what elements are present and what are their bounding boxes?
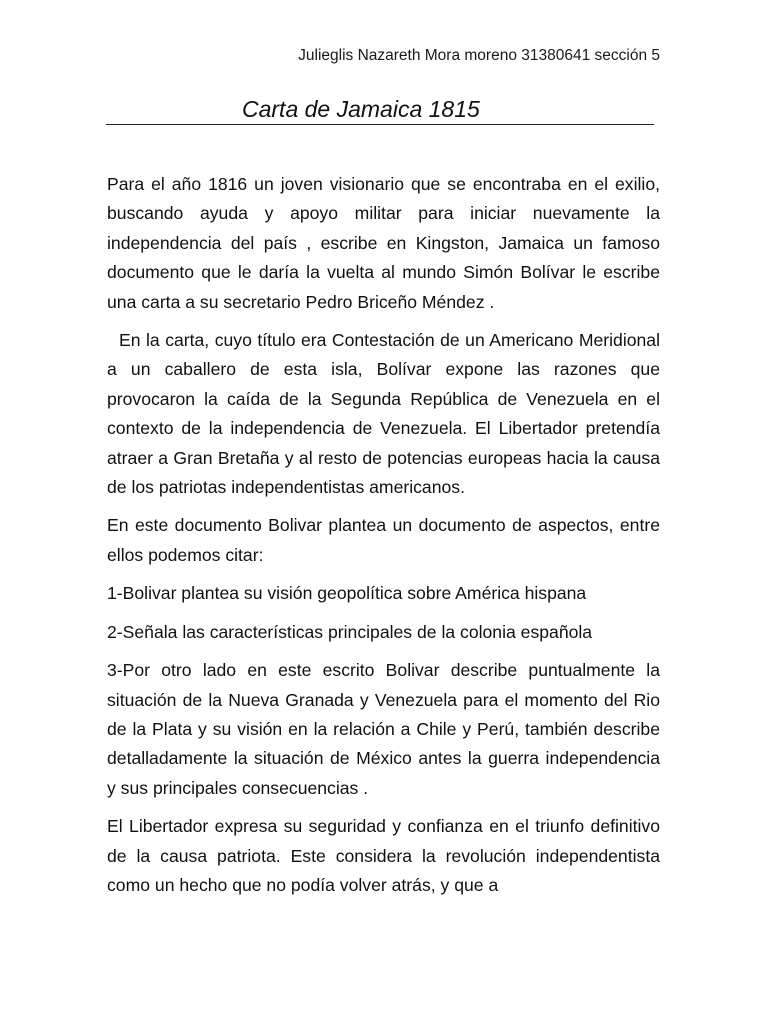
title-underline-rule [106, 94, 654, 125]
paragraph-intro: Para el año 1816 un joven visionario que se encontraba en el exilio, buscando ayuda y apoyo militar para iniciar nuevamente la independencia del país , escribe en Kingston, Jamaica un famoso documento que le daría la vuelta al mundo Simón Bolívar le escribe una carta a su secretario Pedro Briceño Méndez . [107, 174, 660, 312]
author-header: Julieglis Nazareth Mora moreno 31380641 sección 5 [298, 47, 660, 64]
paragraph-conclusion: El Libertador expresa su seguridad y confianza en el triunfo definitivo de la causa patriota. Este considera la revolución independentista como un hecho que no podía volver atrás, y que a [107, 816, 660, 895]
document-title: Carta de Jamaica 1815 [242, 96, 480, 122]
list-item-3: 3-Por otro lado en este escrito Bolivar describe puntualmente la situación de la Nueva Granada y Venezuela para el momento del Rio de la Plata y su visión en la relación a Chile y Perú, también describe detalladamente la situación de México antes la guerra independencia y sus principales consecuencias . [107, 660, 660, 798]
document-body [107, 170, 660, 909]
list-item-1: 1-Bolivar plantea su visión geopolítica sobre América hispana [107, 583, 587, 604]
paragraph-letter-context: En la carta, cuyo título era Contestación de un Americano Meridional a un caballero de esta isla, Bolívar expone las razones que provocaron la caída de la Segunda República de Venezuela en el contexto de la independencia de Venezuela. El Libertador pretendía atraer a Gran Bretaña y al resto de potencias europeas hacia la causa de los patriotas independentistas americanos. [107, 330, 660, 498]
paragraph-aspects-intro: En este documento Bolivar plantea un documento de aspectos, entre ellos podemos citar: [107, 515, 660, 565]
list-item-2: 2-Señala las características principales de la colonia española [107, 621, 593, 642]
